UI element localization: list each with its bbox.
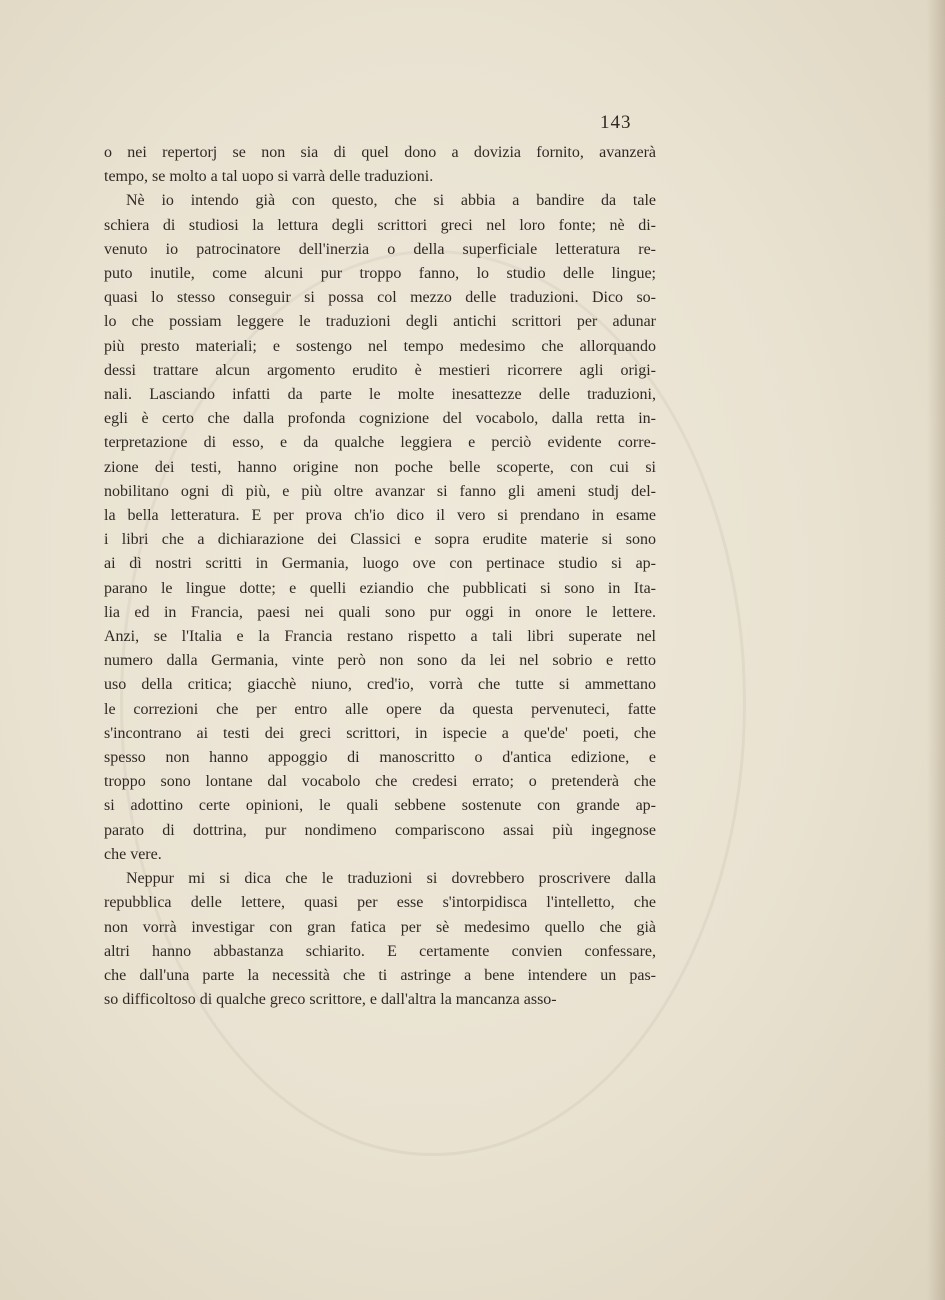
text-line: dessi trattare alcun argomento erudito è mestieri ricorrere agli origi- <box>104 361 656 379</box>
text-line: venuto io patrocinatore dell'inerzia o della superficiale letteratura re- <box>104 240 656 258</box>
text-line: troppo sono lontane dal vocabolo che credesi errato; o pretenderà che <box>104 773 656 791</box>
paragraph <box>104 141 656 189</box>
text-line: che vere. <box>104 845 162 863</box>
text-line: egli è certo che dalla profonda cognizione del vocabolo, dalla retta in- <box>104 410 656 428</box>
text-line: nali. Lasciando infatti da parte le molte inesattezze delle traduzioni, <box>104 386 656 404</box>
text-line: si adottino certe opinioni, le quali sebbene sostenute con grande ap- <box>104 797 656 815</box>
text-line: più presto materiali; e sostengo nel tempo medesimo che allorquando <box>104 337 656 355</box>
paragraph <box>104 867 656 1012</box>
text-line: parano le lingue dotte; e quelli eziandio che pubblicati si sono in Ita- <box>104 579 656 597</box>
text-line: o nei repertorj se non sia di quel dono a dovizia fornito, avanzerà <box>104 144 656 161</box>
text-line: nobilitano ogni dì più, e più oltre avanzar si fanno gli ameni studj del- <box>104 482 656 500</box>
text-line: ai dì nostri scritti in Germania, luogo ove con pertinace studio si ap- <box>104 555 656 573</box>
text-line: puto inutile, come alcuni pur troppo fanno, lo studio delle lingue; <box>104 265 656 283</box>
body-text <box>104 141 656 1012</box>
text-line: le correzioni che per entro alle opere da questa pervenuteci, fatte <box>104 700 656 718</box>
text-line: s'incontrano ai testi dei greci scrittori, in ispecie a que'de' poeti, che <box>104 724 656 742</box>
text-line: tempo, se molto a tal uopo si varrà delle traduzioni. <box>104 168 434 186</box>
paragraph <box>104 189 656 867</box>
text-line: i libri che a dichiarazione dei Classici e sopra erudite materie si sono <box>104 531 656 549</box>
text-line: lo che possiam leggere le traduzioni degli antichi scrittori per adunar <box>104 313 656 331</box>
text-line: lia ed in Francia, paesi nei quali sono pur oggi in onore le lettere. <box>104 603 656 621</box>
text-line: Anzi, se l'Italia e la Francia restano rispetto a tali libri superate nel <box>104 628 656 646</box>
text-line: zione dei testi, hanno origine non poche belle scoperte, con cui si <box>104 458 656 476</box>
text-line: spesso non hanno appoggio di manoscritto o d'antica edizione, e <box>104 749 656 767</box>
text-line: numero dalla Germania, vinte però non sono da lei nel sobrio e retto <box>104 652 656 670</box>
text-line: so difficoltoso di qualche greco scrittore, e dall'altra la mancanza asso- <box>104 991 557 1009</box>
text-line: altri hanno abbastanza schiarito. E certamente convien confessare, <box>104 942 656 960</box>
text-line: parato di dottrina, pur nondimeno compariscono assai più ingegnose <box>104 821 656 839</box>
page-edge-shadow <box>927 0 945 1300</box>
text-line: che dall'una parte la necessità che ti astringe a bene intendere un pas- <box>104 966 656 984</box>
page-number: 143 <box>600 112 632 133</box>
text-line: uso della critica; giacchè niuno, cred'io, vorrà che tutte si ammettano <box>104 676 656 694</box>
text-line: terpretazione di esso, e da qualche leggiera e perciò evidente corre- <box>104 434 656 452</box>
text-line: quasi lo stesso conseguir si possa col mezzo delle traduzioni. Dico so- <box>104 289 656 307</box>
text-line: non vorrà investigar con gran fatica per sè medesimo quello che già <box>104 918 656 936</box>
text-line: la bella letteratura. E per prova ch'io dico il vero si prendano in esame <box>104 507 656 525</box>
text-line: Nè io intendo già con questo, che si abbia a bandire da tale <box>126 192 656 210</box>
text-line: schiera di studiosi la lettura degli scrittori greci nel loro fonte; nè di- <box>104 216 656 234</box>
text-line: Neppur mi si dica che le traduzioni si dovrebbero proscrivere dalla <box>126 870 656 888</box>
text-line: repubblica delle lettere, quasi per esse s'intorpidisca l'intelletto, che <box>104 894 656 912</box>
